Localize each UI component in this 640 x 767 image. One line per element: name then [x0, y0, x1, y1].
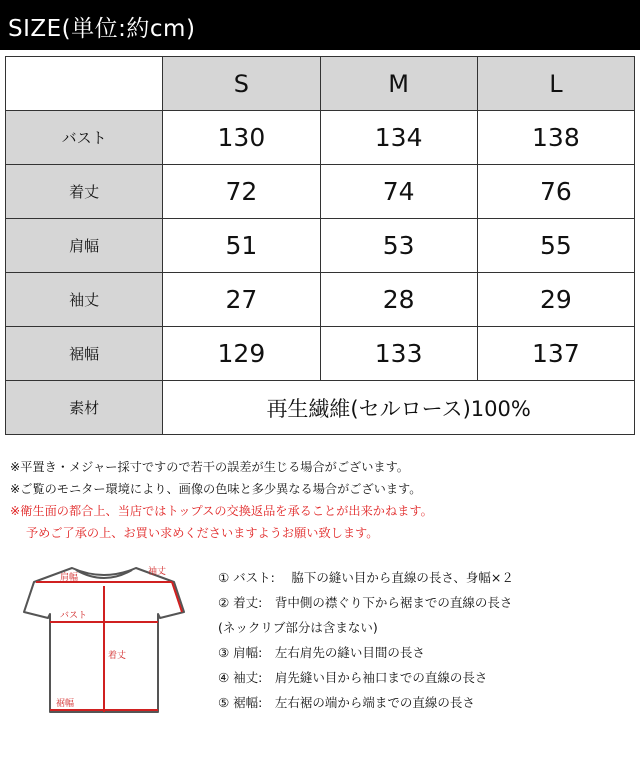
- page-title: SIZE(単位:約cm): [8, 16, 196, 42]
- table-header-row: [6, 57, 635, 111]
- definition-sleeve: ④ 袖丈: 肩先縫い目から袖口までの直線の長さ: [218, 670, 488, 685]
- table-cell: 29: [477, 273, 634, 327]
- row-label-bust: バスト: [6, 111, 163, 165]
- label-hem: 裾幅: [56, 699, 75, 709]
- table-row: [6, 327, 635, 381]
- label-length: 着丈: [108, 651, 127, 661]
- definition-length-note: (ネックリブ部分は含まない): [218, 620, 378, 635]
- row-label-length: 着丈: [6, 165, 163, 219]
- row-label-sleeve: 袖丈: [6, 273, 163, 327]
- column-header-m: M: [320, 57, 477, 111]
- table-cell: 72: [163, 165, 320, 219]
- table-row: [6, 111, 635, 165]
- table-row: [6, 273, 635, 327]
- table-cell: 133: [320, 327, 477, 381]
- note-color: ※ご覧のモニター環境により、画像の色味と多少異なる場合がございます。: [10, 482, 422, 496]
- column-header-l: L: [477, 57, 634, 111]
- tshirt-diagram: [14, 560, 194, 720]
- measurement-definitions: [218, 565, 514, 715]
- table-cell: 76: [477, 165, 634, 219]
- table-corner-cell: [6, 57, 163, 111]
- table-cell: 138: [477, 111, 634, 165]
- size-table: [5, 56, 635, 435]
- note-no-return-cont: 予めご了承の上、お買い求めくださいますようお願い致します。: [26, 526, 379, 540]
- table-cell: 129: [163, 327, 320, 381]
- note-no-return: ※衛生面の都合上、当店ではトップスの交換返品を承ることが出来かねます。: [10, 504, 433, 518]
- table-cell: 28: [320, 273, 477, 327]
- table-cell: 134: [320, 111, 477, 165]
- material-value: 再生繊維(セルロース)100%: [163, 381, 635, 435]
- row-label-shoulder: 肩幅: [6, 219, 163, 273]
- definition-length: ② 着丈: 背中側の襟ぐり下から裾までの直線の長さ: [218, 595, 513, 610]
- row-label-material: 素材: [6, 381, 163, 435]
- table-cell: 137: [477, 327, 634, 381]
- column-header-s: S: [163, 57, 320, 111]
- row-label-hem: 裾幅: [6, 327, 163, 381]
- definition-bust: ① バスト: 脇下の縫い目から直線の長さ、身幅×２: [218, 570, 514, 585]
- table-cell: 51: [163, 219, 320, 273]
- title-bar: [0, 0, 640, 50]
- table-row: [6, 165, 635, 219]
- definition-shoulder: ③ 肩幅: 左右肩先の縫い目間の長さ: [218, 645, 425, 660]
- table-row-material: [6, 381, 635, 435]
- table-cell: 74: [320, 165, 477, 219]
- table-cell: 27: [163, 273, 320, 327]
- notes: [10, 456, 433, 544]
- table-cell: 130: [163, 111, 320, 165]
- definition-hem: ⑤ 裾幅: 左右裾の端から端までの直線の長さ: [218, 695, 475, 710]
- table-cell: 53: [320, 219, 477, 273]
- label-sleeve: 袖丈: [148, 567, 167, 577]
- table-cell: 55: [477, 219, 634, 273]
- table-row: [6, 219, 635, 273]
- label-bust: バスト: [60, 611, 88, 621]
- note-measurement: ※平置き・メジャー採寸ですので若干の誤差が生じる場合がございます。: [10, 460, 409, 474]
- label-shoulder: 肩幅: [60, 573, 79, 583]
